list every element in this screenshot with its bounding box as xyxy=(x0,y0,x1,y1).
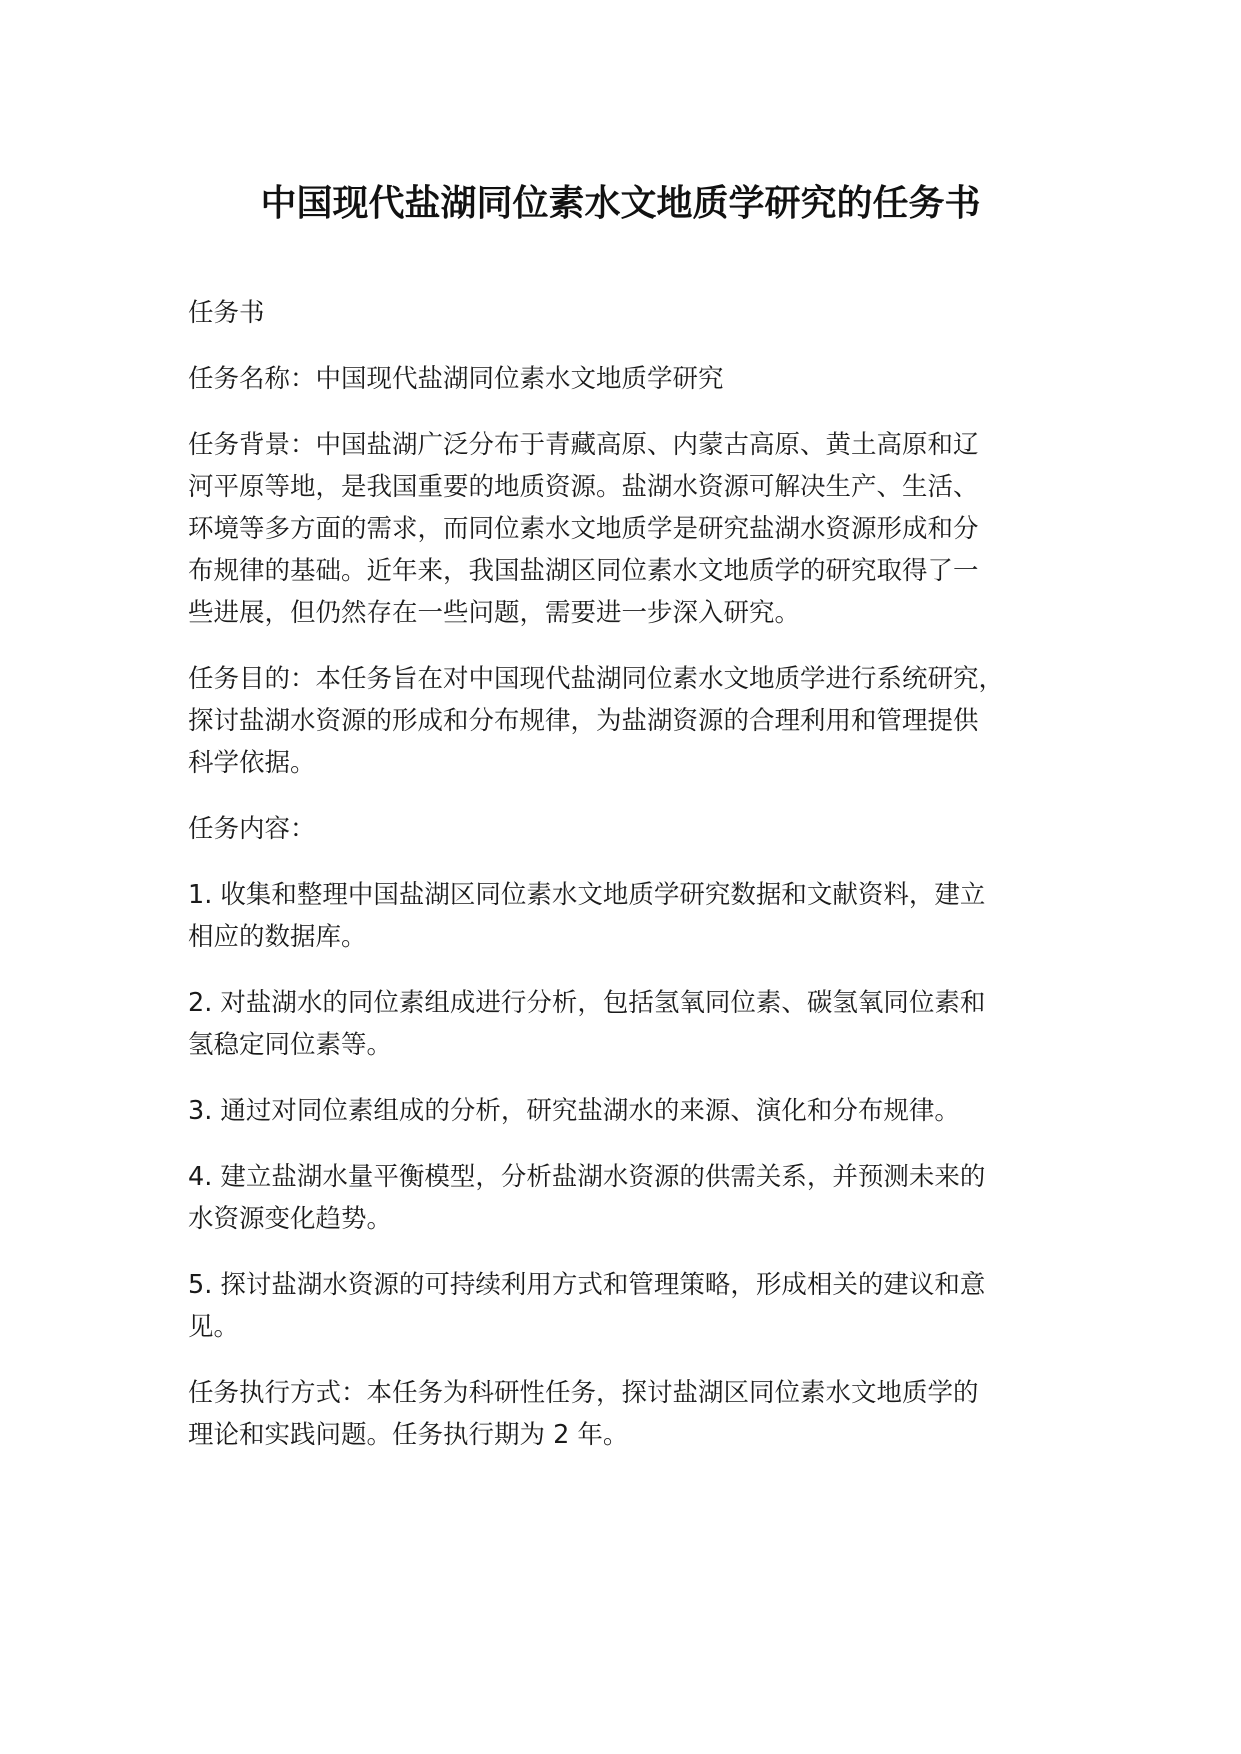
paragraph-line: 些进展，但仍然存在一些问题，需要进一步深入研究。 xyxy=(188,598,801,628)
paragraph-line: 氢稳定同位素等。 xyxy=(188,1030,393,1060)
paragraph-line: 4. 建立盐湖水量平衡模型，分析盐湖水资源的供需关系，并预测未来的 xyxy=(188,1162,986,1192)
paragraph-line: 科学依据。 xyxy=(188,748,316,778)
paragraph-line: 环境等多方面的需求，而同位素水文地质学是研究盐湖水资源形成和分 xyxy=(188,514,979,544)
paragraph-line: 任务书 xyxy=(188,298,265,328)
paragraph-line: 1. 收集和整理中国盐湖区同位素水文地质学研究数据和文献资料，建立 xyxy=(188,880,986,910)
paragraph-task-name xyxy=(188,358,1088,400)
paragraph-line: 河平原等地，是我国重要的地质资源。盐湖水资源可解决生产、生活、 xyxy=(188,472,979,502)
paragraph-line: 探讨盐湖水资源的形成和分布规律，为盐湖资源的合理利用和管理提供 xyxy=(188,706,979,736)
paragraph-heading xyxy=(188,292,1088,334)
list-item-3 xyxy=(188,1090,1088,1132)
document-title: 中国现代盐湖同位素水文地质学研究的任务书 xyxy=(260,183,981,224)
paragraph-task-purpose xyxy=(188,658,1088,784)
paragraph-line: 3. 通过对同位素组成的分析，研究盐湖水的来源、演化和分布规律。 xyxy=(188,1096,960,1126)
paragraph-line: 任务执行方式：本任务为科研性任务，探讨盐湖区同位素水文地质学的 xyxy=(188,1378,979,1408)
paragraph-line: 5. 探讨盐湖水资源的可持续利用方式和管理策略，形成相关的建议和意 xyxy=(188,1270,986,1300)
paragraph-line: 任务目的：本任务旨在对中国现代盐湖同位素水文地质学进行系统研究， xyxy=(188,664,1005,694)
paragraph-line: 任务背景：中国盐湖广泛分布于青藏高原、内蒙古高原、黄土高原和辽 xyxy=(188,430,979,460)
paragraph-line: 水资源变化趋势。 xyxy=(188,1204,393,1234)
list-item-1 xyxy=(188,874,1088,958)
paragraph-line: 2. 对盐湖水的同位素组成进行分析，包括氢氧同位素、碳氢氧同位素和 xyxy=(188,988,986,1018)
paragraph-line: 任务内容： xyxy=(188,814,316,844)
paragraph-line: 理论和实践问题。任务执行期为 2 年。 xyxy=(188,1420,629,1450)
paragraph-line: 任务名称：中国现代盐湖同位素水文地质学研究 xyxy=(188,364,724,394)
paragraph-task-background xyxy=(188,424,1088,634)
paragraph-task-content-heading xyxy=(188,808,1088,850)
list-item-5 xyxy=(188,1264,1088,1348)
paragraph-line: 见。 xyxy=(188,1312,240,1342)
paragraph-line: 相应的数据库。 xyxy=(188,922,367,952)
paragraph-execution-method xyxy=(188,1372,1088,1456)
paragraph-line: 布规律的基础。近年来，我国盐湖区同位素水文地质学的研究取得了一 xyxy=(188,556,979,586)
document-body xyxy=(188,292,1088,1480)
list-item-2 xyxy=(188,982,1088,1066)
list-item-4 xyxy=(188,1156,1088,1240)
